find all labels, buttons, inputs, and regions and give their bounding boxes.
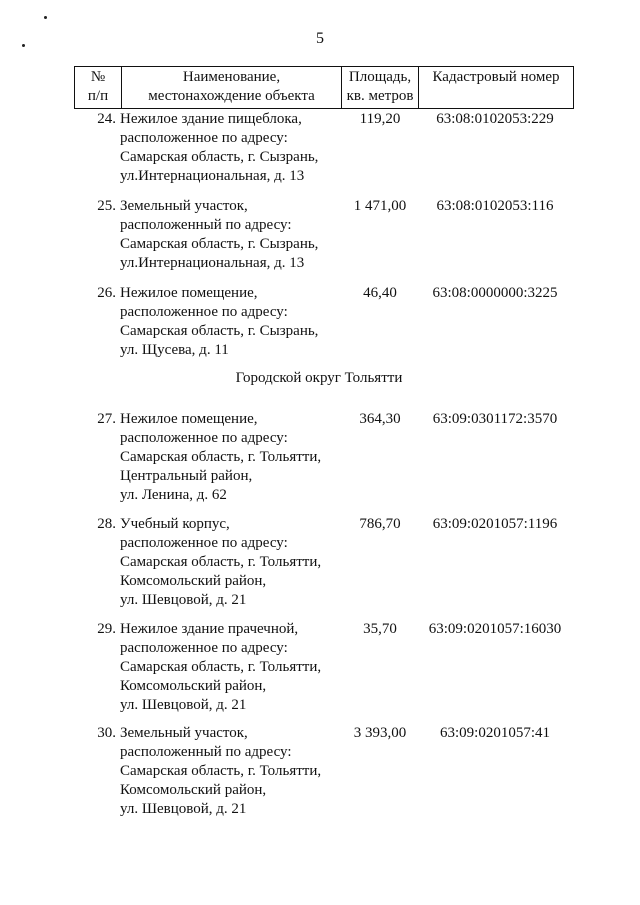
header-name-line: местонахождение объекта (148, 88, 315, 104)
header-area-line: кв. метров (346, 88, 414, 104)
row-name-line: ул. Шевцовой, д. 21 (120, 801, 247, 817)
row-name-line: Самарская область, г. Тольятти, (120, 554, 322, 570)
page-number: 5 (316, 30, 324, 47)
row-area: 46,40 (363, 285, 397, 301)
row-name-line: Комсомольский район, (120, 678, 267, 694)
row-name-line: Земельный участок, (120, 198, 248, 214)
row-name-line: Нежилое помещение, (120, 411, 258, 427)
header-cadastral-line: Кадастровый номер (432, 69, 560, 85)
row-name-line: ул. Шевцовой, д. 21 (120, 697, 247, 713)
row-area: 1 471,00 (353, 198, 407, 214)
row-name-line: Нежилое помещение, (120, 285, 258, 301)
row-name-line: Самарская область, г. Сызрань, (120, 149, 319, 165)
row-name-line: расположенное по адресу: (120, 430, 288, 446)
row-name-line: Комсомольский район, (120, 573, 267, 589)
row-name (120, 284, 340, 360)
row-name-line: расположенный по адресу: (120, 217, 292, 233)
row-name-line: ул. Шевцовой, д. 21 (120, 592, 247, 608)
row-name-line: расположенное по адресу: (120, 640, 288, 656)
row-name (120, 515, 340, 610)
row-cadastral: 63:09:0301172:3570 (432, 411, 558, 427)
row-cadastral: 63:08:0102053:229 (436, 111, 554, 127)
row-number: 24. (97, 111, 116, 127)
header-num-line: № (90, 69, 106, 85)
row-cadastral: 63:08:0102053:116 (436, 198, 554, 214)
scan-speck (44, 16, 47, 19)
row-number: 28. (97, 516, 116, 532)
row-name-line: Комсомольский район, (120, 782, 267, 798)
row-name-line: расположенное по адресу: (120, 304, 288, 320)
row-name-line: ул.Интернациональная, д. 13 (120, 168, 305, 184)
section-title: Городской округ Тольятти (235, 370, 403, 386)
row-name-line: Центральный район, (120, 468, 253, 484)
row-name-line: Нежилое здание пищеблока, (120, 111, 302, 127)
row-name-line: ул. Щусева, д. 11 (120, 342, 229, 358)
header-name (122, 67, 342, 109)
row-cadastral: 63:09:0201057:1196 (432, 516, 558, 532)
row-cadastral: 63:09:0201057:41 (439, 725, 550, 741)
row-area: 119,20 (359, 111, 401, 127)
row-name-line: Самарская область, г. Тольятти, (120, 659, 322, 675)
table-header (74, 66, 574, 109)
row-number: 25. (97, 198, 116, 214)
row-name-line: Земельный участок, (120, 725, 248, 741)
header-num (75, 67, 122, 109)
row-number: 30. (97, 725, 116, 741)
row-name-line: Самарская область, г. Тольятти, (120, 449, 322, 465)
row-area: 364,30 (359, 411, 401, 427)
row-name-line: Учебный корпус, (120, 516, 230, 532)
header-cadastral (419, 67, 574, 109)
row-number: 26. (97, 285, 116, 301)
row-name-line: ул.Интернациональная, д. 13 (120, 255, 305, 271)
row-name (120, 410, 340, 505)
row-name-line: ул. Ленина, д. 62 (120, 487, 227, 503)
row-number: 27. (97, 411, 116, 427)
row-name (120, 724, 340, 819)
row-name-line: Самарская область, г. Сызрань, (120, 236, 319, 252)
row-name-line: расположенный по адресу: (120, 744, 292, 760)
row-name-line: расположенное по адресу: (120, 130, 288, 146)
row-name-line: Нежилое здание прачечной, (120, 621, 299, 637)
row-cadastral: 63:09:0201057:16030 (428, 621, 562, 637)
header-area-line: Площадь, (348, 69, 412, 85)
row-name (120, 110, 340, 186)
row-number: 29. (97, 621, 116, 637)
row-name-line: Самарская область, г. Тольятти, (120, 763, 322, 779)
row-name-line: Самарская область, г. Сызрань, (120, 323, 319, 339)
row-name-line: расположенное по адресу: (120, 535, 288, 551)
header-num-line: п/п (87, 88, 109, 104)
row-name (120, 197, 340, 273)
header-area (342, 67, 419, 109)
header-name-line: Наименование, (182, 69, 281, 85)
row-name (120, 620, 340, 715)
row-area: 35,70 (363, 621, 397, 637)
row-cadastral: 63:08:0000000:3225 (432, 285, 558, 301)
row-area: 3 393,00 (353, 725, 407, 741)
row-area: 786,70 (359, 516, 401, 532)
